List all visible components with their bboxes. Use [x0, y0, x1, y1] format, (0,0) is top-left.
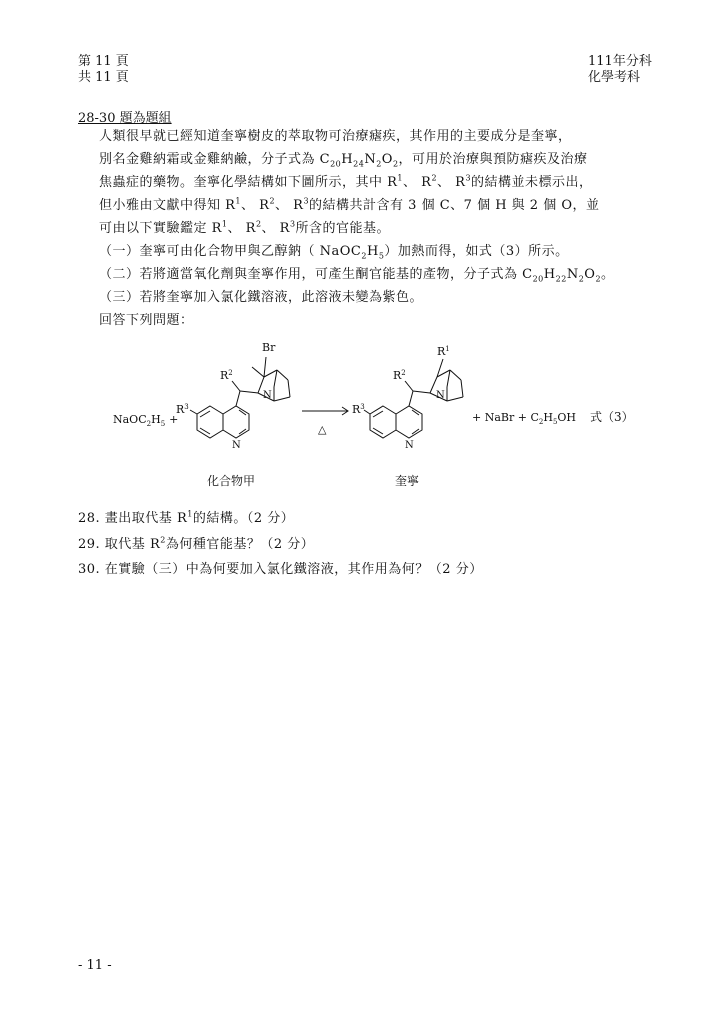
answer-prompt: 回答下列問題： [99, 313, 194, 328]
passage-line-1: 人類很早就已經知道奎寧樹皮的萃取物可治療瘧疾，其作用的主要成分是奎寧， [99, 129, 572, 144]
reaction-scheme [0, 335, 724, 515]
quinine-structure [364, 359, 463, 438]
r3-label-b: $R^3$ [352, 403, 365, 416]
question-28: 28. 畫出取代基 $R^1$的結構。（2 分） [78, 509, 295, 526]
r3-label-a: $R^3$ [176, 403, 189, 416]
page-number-footer: - 11 - [78, 958, 112, 973]
total-pages-line: 共 11 頁 [78, 70, 129, 85]
quinoline-n-label-b: N [405, 440, 414, 451]
equation-label: 式（3） [590, 410, 634, 424]
passage-line-2: 別名金雞納霜或金雞納鹼，分子式為 $C_{20}H_{24}N_2O_2$，可用於治療與預防瘧疾及治療 [99, 152, 588, 169]
nitrogen-label-b: N [436, 390, 445, 401]
passage-line-3: 焦蟲症的藥物。奎寧化學結構如下圖所示，其中 $R^1$、 $R^2$、 $R^3$的結構並未標示出， [99, 173, 593, 190]
passage [99, 125, 647, 332]
passage-line-5: 可由以下實驗鑑定 $R^1$、 $R^2$、 $R^3$所含的官能基。 [99, 219, 391, 236]
reagent-label: $NaOC_2H_5$ + [113, 413, 179, 428]
experiment-item-1: （一）奎寧可由化合物甲與乙醇鈉（ $NaOC_2H_5$）加熱而得，如式（3）所示。 [99, 244, 569, 261]
compound-a-structure [190, 357, 290, 438]
quinoline-n-label-a: N [232, 440, 241, 451]
bromine-label: Br [262, 341, 276, 354]
question-30: 30. 在實驗（三）中為何要加入氯化鐵溶液，其作用為何？（2 分） [78, 562, 483, 577]
compound-a-name: 化合物甲 [207, 474, 256, 488]
nitrogen-label-a: N [263, 390, 272, 401]
r1-label: $R^1$ [437, 345, 450, 358]
r2-label-b: $R^2$ [393, 369, 406, 382]
experiment-item-3: （三）若將奎寧加入氯化鐵溶液，此溶液未變為紫色。 [99, 290, 424, 305]
exam-subject: 化學考科 [588, 70, 641, 85]
page-line: 第 11 頁 [78, 54, 129, 69]
question-29: 29. 取代基 $R^2$為何種官能基？（2 分） [78, 535, 315, 552]
passage-line-4: 但小雅由文獻中得知 $R^1$、 $R^2$、 $R^3$的結構共計含有 3 個 C、7 個 H 與 2 個 O，並 [99, 196, 600, 213]
experiment-item-2: （二）若將適當氧化劑與奎寧作用，可產生酮官能基的產物，分子式為 $C_{20}H_{22}N_2O_2$。 [99, 267, 615, 284]
r2-label-a: $R^2$ [220, 369, 233, 382]
byproducts-label: + NaBr + $C_2H_5OH$ [472, 411, 577, 426]
quinine-name: 奎寧 [395, 474, 420, 488]
exam-year: 111年分科 [588, 54, 652, 69]
heat-symbol: △ [318, 423, 327, 436]
group-title: 28-30 題為題組 [78, 111, 172, 126]
